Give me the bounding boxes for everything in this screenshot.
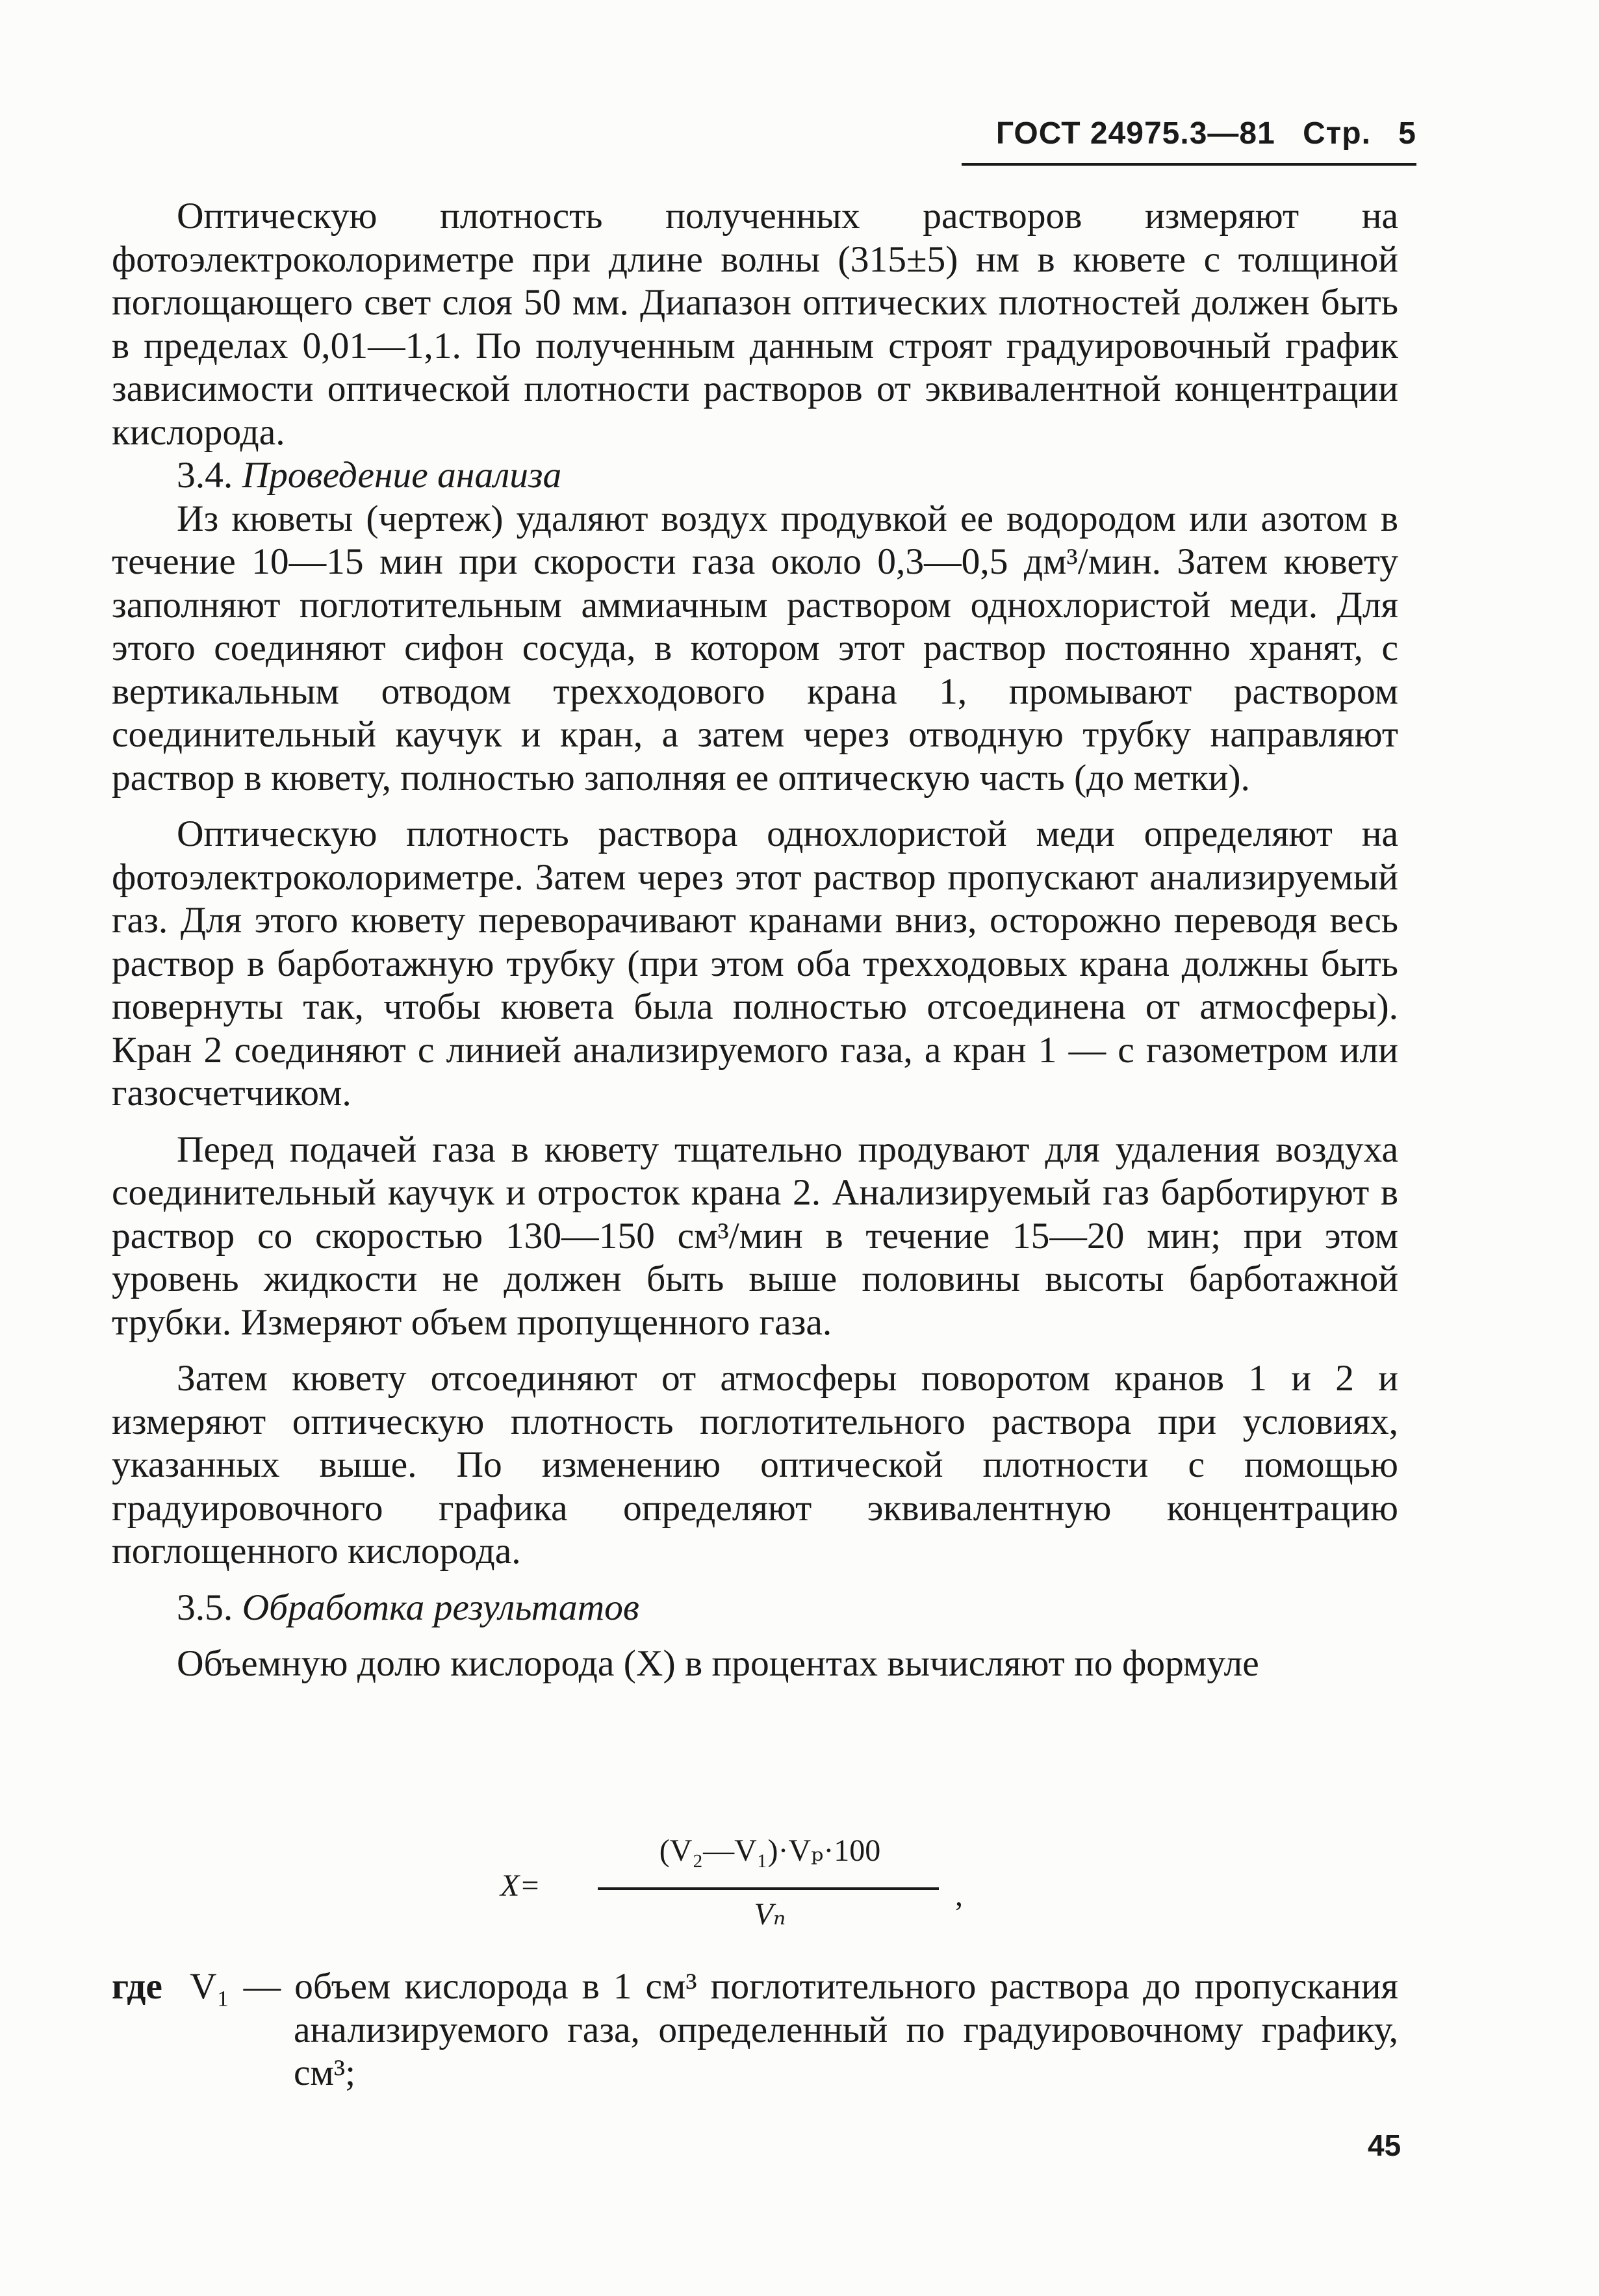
standard-number: ГОСТ 24975.3—81 [995, 116, 1275, 151]
formula-denominator: Vₙ [754, 1897, 786, 1932]
page-label: Стр. [1303, 116, 1371, 151]
section-title: Проведение анализа [242, 455, 562, 496]
fraction-bar [598, 1887, 939, 1890]
section-title: Обработка результатов [242, 1587, 639, 1628]
formula-comma: , [955, 1878, 963, 1913]
v1-description: — объем кислорода в 1 см³ поглотительного раствора до пропускания анализируемого газа, определенный по градуировочному графику, см³; [243, 1966, 1398, 2093]
paragraph-cuvette-filling: Из кюветы (чертеж) удаляют воздух продувкой ее водородом или азотом в течение 10—15 мин при скорости газа около 0,3—0,5 дм³/мин. Затем кювету заполняют поглотительным аммиачным раствором однохлористой меди. Для этого соединяют сифон сосуда, в котором этот раствор постоянно хранят, с вертикальным отводом трехходового крана 1, промывают раствором соединительный каучук и кран, а затем через отводную трубку направляют раствор в кювету, полностью заполняя ее оптическую часть (до метки). [112, 498, 1398, 798]
formula-lhs: X= [500, 1869, 541, 1903]
definition-v1 [190, 1965, 1398, 2095]
paragraph-formula-intro: Объемную долю кислорода (X) в процентах вычисляют по формуле [177, 1643, 1259, 1684]
page-header [962, 116, 1416, 166]
footer-page-number: 45 [1368, 2128, 1401, 2162]
formula [500, 1832, 963, 1949]
section-heading-3-5 [112, 1587, 1398, 1630]
body-text [112, 195, 1398, 1686]
where-label: где [112, 1966, 162, 2007]
formula-numerator: (V₂—V₁)·Vₚ·100 [659, 1833, 881, 1868]
paragraph-measurement: Затем кювету отсоединяют от атмосферы поворотом кранов 1 и 2 и измеряют оптическую плотность поглотительного раствора при условиях, указанных выше. По изменению оптической плотности с помощью градуировочного графика определяют эквивалентную концентрацию поглощенного кислорода. [112, 1358, 1398, 1572]
paragraph-gas-passing: Оптическую плотность раствора однохлористой меди определяют на фотоэлектроколориметре. Затем через этот раствор пропускают анализируемый газ. Для этого кювету переворачивают кранами вниз, осторожно переводя весь раствор в барботажную трубку (при этом оба трехходовых крана должны быть повернуты так, чтобы кювета была полностью отсоединена от атмосферы). Кран 2 соединяют с линией анализируемого газа, а кран 1 — с газометром или газосчетчиком. [112, 813, 1398, 1114]
section-number: 3.4. [177, 455, 233, 496]
paragraph-optical-density: Оптическую плотность полученных растворов измеряют на фотоэлектроколориметре при длине волны (315±5) нм в кювете с толщиной поглощающего свет слоя 50 мм. Диапазон оптических плотностей должен быть в пределах 0,01—1,1. По полученным данным строят градуировочный график зависимости оптической плотности растворов от эквивалентной концентрации кислорода. [112, 196, 1398, 453]
v1-symbol: V₁ [190, 1966, 230, 2007]
paragraph-purging: Перед подачей газа в кювету тщательно продувают для удаления воздуха соединительный каучук и отросток крана 2. Анализируемый газ барботируют в раствор со скоростью 130—150 см³/мин в течение 15—20 мин; при этом уровень жидкости не должен быть выше половины высоты барботажной трубки. Измеряют объем пропущенного газа. [112, 1129, 1398, 1343]
section-heading-3-4 [112, 454, 1398, 498]
header-page-number: 5 [1398, 116, 1416, 151]
section-number: 3.5. [177, 1587, 233, 1628]
